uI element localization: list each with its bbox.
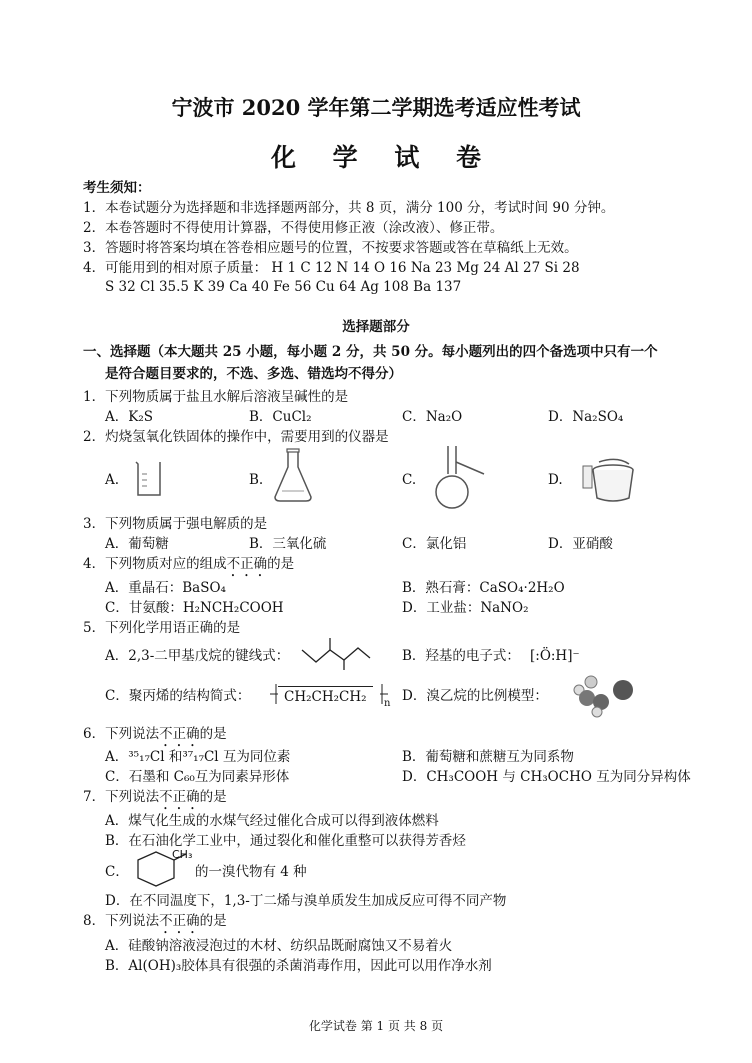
q8-option-b: B．Al(OH)₃胶体具有很强的杀菌消毒作用，因此可以用作净水剂: [105, 958, 492, 974]
beaker-icon: [133, 458, 165, 498]
q4-option-b: B．熟石膏：CaSO₄·2H₂O: [402, 580, 565, 596]
skeletal-formula-icon: [300, 636, 372, 670]
q1-option-a: A．K₂S: [105, 409, 153, 425]
q7-option-c-label: C．: [105, 864, 129, 880]
q7-option-d: D．在不同温度下，1,3-丁二烯与溴单质发生加成反应可得不同产物: [105, 893, 507, 909]
question-1-stem: 1．下列物质属于盐且水解后溶液呈碱性的是: [83, 389, 349, 405]
q8-option-a: A．硅酸钠溶液浸泡过的木材、纺织品既耐腐蚀又不易着火: [105, 938, 453, 954]
q7-option-a: A．煤气化生成的水煤气经过催化合成可以得到液体燃料: [105, 813, 439, 829]
section-title: 选择题部分: [342, 319, 410, 335]
notice-heading: 考生须知：: [83, 180, 151, 196]
q5-option-b: B．羟基的电子式：: [402, 648, 520, 664]
bracket-icon: [270, 682, 394, 706]
notice-item-2: 2．本卷答题时不得使用计算器，不得使用修正液（涂改液）、修正带。: [83, 220, 504, 236]
q5-option-c: C．聚丙烯的结构简式：: [105, 688, 251, 704]
notice-item-3: 3．答题时将答案均填在答卷相应题号的位置，不按要求答题或答在草稿纸上无效。: [83, 240, 578, 256]
erlenmeyer-flask-icon: [272, 447, 314, 503]
q5-option-a: A．2,3-二甲基戊烷的键线式：: [105, 648, 290, 664]
q1-option-b: B．CuCl₂: [249, 409, 312, 425]
q4-option-a: A．重晶石：BaSO₄: [105, 580, 226, 596]
polypropylene-n: n: [384, 698, 391, 709]
section-intro-1: 一、选择题（本大题共 25 小题，每小题 2 分，共 50 分。每小题列出的四个备选项中只有一个: [83, 344, 658, 360]
notice-item-4: 4．可能用到的相对原子质量： H 1 C 12 N 14 O 16 Na 23 Mg 24 Al 27 Si 28: [83, 260, 580, 276]
q2-option-a: A.: [105, 472, 120, 488]
q6-option-c: C．石墨和 C₆₀互为同素异形体: [105, 769, 290, 785]
section-intro-2: 是符合题目要求的，不选、多选、错选均不得分）: [105, 366, 402, 382]
q4-option-c: C．甘氨酸：H₂NCH₂COOH: [105, 600, 284, 616]
q2-option-b: B.: [249, 472, 264, 488]
crucible-icon: [577, 454, 637, 504]
q2-option-d: D.: [548, 472, 563, 488]
q3-option-c: C．氯化铝: [402, 536, 467, 552]
page-title: 宁波市 2020 学年第二学期选考适应性考试: [171, 95, 581, 120]
q3-option-b: B．三氧化硫: [249, 536, 327, 552]
question-5-stem: 5．下列化学用语正确的是: [83, 620, 241, 636]
hydroxyl-electron-formula: [:Ö:H]⁻: [530, 648, 580, 664]
notice-item-1: 1．本卷试题分为选择题和非选择题两部分，共 8 页，满分 100 分，考试时间 90 分钟。: [83, 200, 615, 216]
q1-option-d: D．Na₂SO₄: [548, 409, 624, 425]
exam-subject-title: 化 学 试 卷: [270, 143, 496, 172]
question-8-stem: 8．下列说法不正确的是: [83, 913, 227, 929]
question-6-stem: 6．下列说法不正确的是: [83, 726, 227, 742]
distillation-flask-icon: [432, 444, 488, 510]
q6-option-d: D．CH₃COOH 与 CH₃OCHO 互为同分异构体: [402, 769, 691, 785]
q3-option-d: D．亚硝酸: [548, 536, 613, 552]
question-3-stem: 3．下列物质属于强电解质的是: [83, 516, 268, 532]
q5-option-d: D．溴乙烷的比例模型：: [402, 688, 548, 704]
q7-option-c-text: 的一溴代物有 4 种: [195, 864, 307, 880]
q4-option-d: D．工业盐：NaNO₂: [402, 600, 529, 616]
notice-item-4-cont: S 32 Cl 35.5 K 39 Ca 40 Fe 56 Cu 64 Ag 108 Ba 137: [105, 279, 462, 295]
q6-option-b: B．葡萄糖和蔗糖互为同系物: [402, 749, 574, 765]
polypropylene-formula: CH₂CH₂CH₂: [278, 686, 373, 707]
question-2-stem: 2．灼烧氢氧化铁固体的操作中，需要用到的仪器是: [83, 429, 389, 445]
q7-option-b: B．在石油化学工业中，通过裂化和催化重整可以获得芳香烃: [105, 833, 466, 849]
page-footer: 化学试卷 第 1 页 共 8 页: [308, 1019, 444, 1033]
q3-option-a: A．葡萄糖: [105, 536, 169, 552]
q2-option-c: C.: [402, 472, 417, 488]
q7-option-c-ch3: CH₃: [172, 848, 193, 861]
q1-option-c: C．Na₂O: [402, 409, 463, 425]
q6-option-a: A．³⁵₁₇Cl 和³⁷₁₇Cl 互为同位素: [105, 749, 291, 765]
question-4-stem: 4．下列物质对应的组成不正确的是: [83, 556, 295, 572]
question-7-stem: 7．下列说法不正确的是: [83, 789, 227, 805]
bromoethane-model-icon: [565, 672, 635, 718]
